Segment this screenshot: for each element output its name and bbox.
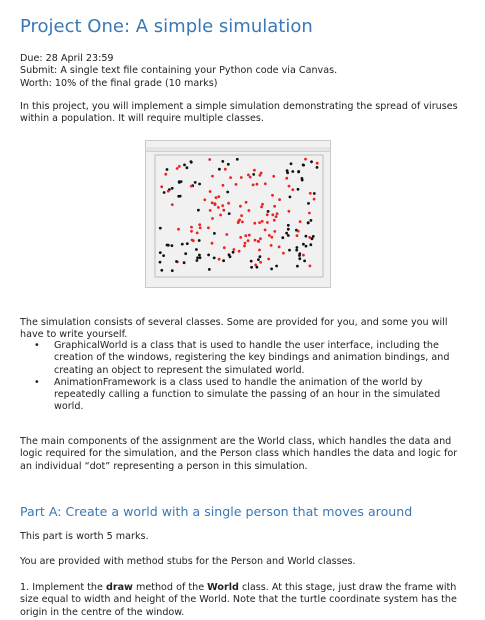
infected-person-dot [171,203,174,206]
infected-person-dot [240,176,243,179]
infected-person-dot [253,222,256,225]
infected-person-dot [268,234,271,237]
infected-person-dot [211,242,214,245]
healthy-person-dot [196,256,199,259]
list-item [20,377,460,414]
infected-person-dot [304,158,307,161]
draw-method: draw [105,582,133,593]
healthy-person-dot [298,252,301,255]
infected-person-dot [219,214,222,217]
infected-person-dot [190,185,193,188]
infected-person-dot [244,234,247,237]
submit-instructions: Submit: A single text file containing your Python code via Canvas. [20,65,338,77]
infected-person-dot [211,175,214,178]
healthy-person-dot [186,166,189,169]
healthy-person-dot [228,212,231,215]
infected-person-dot [272,175,275,178]
infected-person-dot [177,228,180,231]
healthy-person-dot [160,269,163,272]
infected-person-dot [248,209,251,212]
healthy-person-dot [199,256,202,259]
infected-person-dot [217,206,220,209]
healthy-person-dot [213,257,216,260]
part-a-heading: Part A: Create a world with a single person that moves around [20,504,413,519]
bullet-text: AnimationFramework is a class used to handle the animation of the world by repeatedly calling a function to simulate the passing of an hour in the simulated world. [54,376,441,413]
infected-person-dot [176,167,179,170]
healthy-person-dot [307,202,310,205]
healthy-person-dot [196,259,199,262]
infected-person-dot [238,219,241,222]
healthy-person-dot [250,260,253,263]
infected-person-dot [229,176,232,179]
infected-person-dot [267,258,270,261]
infected-person-dot [309,265,312,268]
infected-person-dot [258,221,261,224]
classes-intro: The simulation consists of several classes. Some are provided for you, and some you will have to write yourself. [20,317,448,341]
healthy-person-dot [186,242,189,245]
infected-person-dot [211,217,214,220]
infected-person-dot [276,212,279,215]
infected-person-dot [241,221,244,224]
infected-person-dot [302,254,305,257]
healthy-person-dot [195,248,198,251]
healthy-person-dot [183,164,186,167]
healthy-person-dot [305,235,308,238]
infected-person-dot [245,201,248,204]
healthy-person-dot [197,209,200,212]
healthy-person-dot [298,257,301,260]
healthy-person-dot [309,243,312,246]
infected-person-dot [248,234,251,237]
intro-paragraph: In this project, you will implement a simple simulation demonstrating the spread of viruses within a population. It will require multiple classes. [20,101,458,125]
infected-person-dot [249,176,252,179]
healthy-person-dot [302,243,305,246]
infected-person-dot [211,201,214,204]
infected-person-dot [237,221,240,224]
healthy-person-dot [171,244,174,247]
healthy-person-dot [218,168,221,171]
infected-person-dot [198,223,201,226]
healthy-person-dot [303,260,306,263]
healthy-person-dot [257,258,260,261]
infected-person-dot [261,203,264,206]
infected-person-dot [282,252,285,255]
infected-person-dot [270,244,273,247]
infected-person-dot [199,226,202,229]
bullet-text: GraphicalWorld is a class that is used to handle the user interface, including the creation of the windows, registering the key bindings and animation bindings, and creating an object to represent the simulated world. [54,340,450,376]
infected-person-dot [240,214,243,217]
infected-person-dot [273,205,276,208]
healthy-person-dot [267,210,270,213]
infected-person-dot [266,221,269,224]
healthy-person-dot [159,227,162,230]
healthy-person-dot [208,268,211,271]
healthy-person-dot [289,196,292,199]
infected-person-dot [264,229,267,232]
infected-person-dot [178,165,181,168]
infected-person-dot [299,220,302,223]
infected-person-dot [273,230,276,233]
healthy-person-dot [275,265,278,268]
class-list [20,340,460,414]
infected-person-dot [264,182,267,185]
healthy-person-dot [221,160,224,163]
infected-person-dot [278,198,281,201]
infected-person-dot [273,219,276,222]
infected-person-dot [221,204,224,207]
infected-person-dot [203,198,206,201]
healthy-person-dot [183,261,186,264]
healthy-person-dot [310,219,313,222]
infected-person-dot [227,202,230,205]
assignment-meta [20,53,337,90]
healthy-person-dot [301,177,304,180]
infected-person-dot [208,158,211,161]
infected-person-dot [291,188,294,191]
healthy-person-dot [163,191,166,194]
infected-person-dot [271,213,274,216]
healthy-person-dot [270,268,273,271]
infected-person-dot [259,261,262,264]
infected-person-dot [207,226,210,229]
infected-person-dot [297,230,300,233]
simulation-screenshot [145,140,331,288]
healthy-person-dot [287,224,290,227]
infected-person-dot [218,258,221,261]
healthy-person-dot [290,162,293,165]
infected-person-dot [288,185,291,188]
infected-person-dot [285,177,288,180]
healthy-person-dot [171,187,174,190]
infected-person-dot [225,233,228,236]
healthy-person-dot [226,191,229,194]
infected-person-dot [233,248,236,251]
infected-person-dot [254,239,257,242]
healthy-person-dot [232,251,235,254]
page-title: Project One: A simple simulation [20,16,313,37]
healthy-person-dot [316,166,319,169]
infected-person-dot [275,215,278,218]
healthy-person-dot [259,255,262,258]
healthy-person-dot [297,171,300,174]
infected-person-dot [209,209,212,212]
infected-person-dot [224,168,227,171]
healthy-person-dot [184,252,187,255]
world-frame [155,155,323,277]
healthy-person-dot [198,183,201,186]
healthy-person-dot [296,265,299,268]
healthy-person-dot [178,180,181,183]
infected-person-dot [288,210,291,213]
healthy-person-dot [302,164,305,167]
healthy-person-dot [171,269,174,272]
components-paragraph: The main components of the assignment are the World class, which handles the data and logic required for the simulation, and the Person class which handles the data and logic for an individual “dot” representing a person in this simulation. [20,436,458,472]
infected-person-dot [223,246,226,249]
healthy-person-dot [312,235,315,238]
healthy-person-dot [190,160,193,163]
healthy-person-dot [307,222,310,225]
healthy-person-dot [181,243,184,246]
infected-person-dot [261,220,264,223]
infected-person-dot [247,174,250,177]
healthy-person-dot [313,192,316,195]
infected-person-dot [160,185,163,188]
due-date: Due: 28 April 23:59 [20,53,114,64]
grade-weight: Worth: 10% of the final grade (10 marks) [20,77,218,89]
part-a-step1: 1. Implement the draw method of the World class. At this stage, just draw the frame with size equal to width and height of the World. Note that the turtle coordinate system has the origin in the centre of the window. [20,582,457,618]
infected-person-dot [190,226,193,229]
healthy-person-dot [296,246,299,249]
healthy-person-dot [287,228,290,231]
healthy-person-dot [281,236,284,239]
infected-person-dot [164,173,167,176]
healthy-person-dot [166,168,169,171]
infected-person-dot [258,249,261,252]
infected-person-dot [313,198,316,201]
infected-person-dot [238,250,241,253]
healthy-person-dot [291,170,294,173]
healthy-person-dot [229,255,232,258]
healthy-person-dot [305,245,308,248]
healthy-person-dot [297,188,300,191]
healthy-person-dot [295,249,298,252]
healthy-person-dot [288,249,291,252]
infected-person-dot [308,212,311,215]
infected-person-dot [266,213,269,216]
part-a-worth: This part is worth 5 marks. [20,531,149,542]
infected-person-dot [214,202,217,205]
healthy-person-dot [227,163,230,166]
list-item [20,340,460,377]
healthy-person-dot [207,254,210,257]
infected-person-dot [191,239,194,242]
part-a-stubs: You are provided with method stubs for the Person and World classes. [20,556,356,567]
simulation-canvas [146,141,332,289]
healthy-person-dot [222,259,225,262]
infected-person-dot [222,209,225,212]
bullet-icon: • [34,340,40,351]
healthy-person-dot [252,173,255,176]
infected-person-dot [296,234,299,237]
healthy-person-dot [256,266,259,269]
healthy-person-dot [177,195,180,198]
infected-person-dot [278,246,281,249]
healthy-person-dot [166,244,169,247]
infected-person-dot [256,183,259,186]
healthy-person-dot [194,181,197,184]
infected-person-dot [271,194,274,197]
infected-person-dot [259,237,262,240]
infected-person-dot [222,184,225,187]
infected-person-dot [244,242,247,245]
healthy-person-dot [310,160,313,163]
infected-person-dot [243,245,246,248]
infected-person-dot [257,240,260,243]
infected-person-dot [235,183,238,186]
infected-person-dot [270,236,273,239]
infected-person-dot [253,169,256,172]
infected-person-dot [239,236,242,239]
infected-person-dot [196,232,199,235]
infected-person-dot [309,192,312,195]
infected-person-dot [215,196,218,199]
infected-person-dot [209,190,212,193]
infected-person-dot [167,190,170,193]
healthy-person-dot [159,261,162,264]
healthy-person-dot [159,251,162,254]
healthy-person-dot [286,169,289,172]
infected-person-dot [252,184,255,187]
bullet-icon: • [34,376,40,388]
healthy-person-dot [175,260,178,263]
healthy-person-dot [250,266,253,269]
healthy-person-dot [285,232,288,235]
infected-person-dot [247,239,250,242]
infected-person-dot [260,206,263,209]
healthy-person-dot [213,232,216,235]
healthy-person-dot [236,158,239,161]
infected-person-dot [239,205,242,208]
infected-person-dot [260,172,263,175]
infected-person-dot [190,230,193,233]
world-class: World [207,582,239,593]
healthy-person-dot [287,234,290,237]
infected-person-dot [316,162,319,165]
healthy-person-dot [162,254,165,257]
infected-person-dot [217,195,220,198]
healthy-person-dot [198,254,201,257]
healthy-person-dot [198,239,201,242]
